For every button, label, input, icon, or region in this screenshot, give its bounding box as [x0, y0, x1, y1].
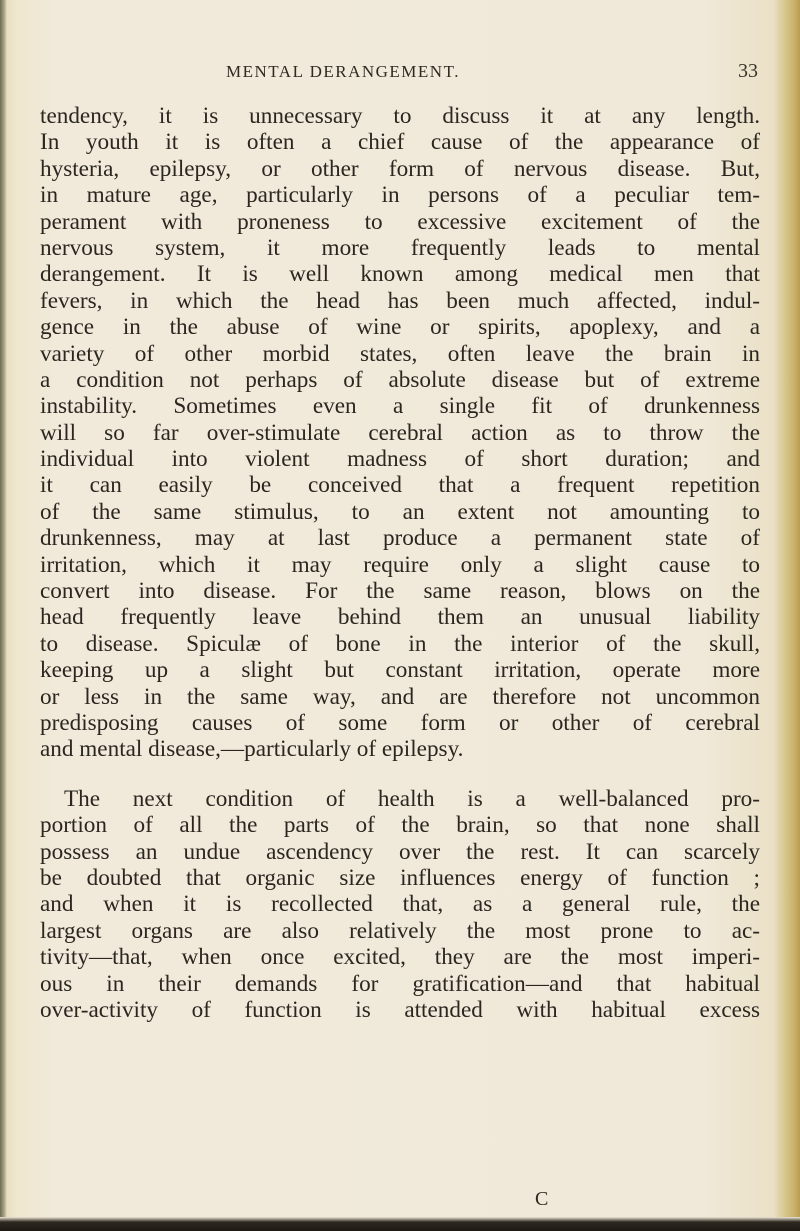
- text-line: possess an undue ascendency over the rest. It can scarcely: [40, 838, 760, 865]
- running-head: [0, 62, 800, 92]
- page-left-edge: [0, 0, 7, 1231]
- text-line: derangement. It is well known among medical men that: [40, 261, 760, 288]
- text-line: to disease. Spiculæ of bone in the interior of the skull,: [40, 630, 760, 657]
- text-line: convert into disease. For the same reason, blows on the: [40, 578, 760, 605]
- text-line: predisposing causes of some form or other of cerebral: [40, 709, 760, 736]
- text-line: fevers, in which the head has been much affected, indul-: [40, 287, 760, 314]
- text-line: individual into violent madness of short duration; and: [40, 446, 760, 473]
- page-number: 33: [738, 60, 758, 82]
- signature-mark: C: [535, 1188, 549, 1210]
- text-line: The next condition of health is a well-balanced pro-: [64, 785, 760, 812]
- text-line: tivity—that, when once excited, they are the most imperi-: [40, 944, 760, 971]
- text-line: be doubted that organic size influences energy of function ;: [40, 864, 760, 891]
- text-line: nervous system, it more frequently leads to mental: [40, 234, 760, 261]
- text-line: and mental disease,—particularly of epilepsy.: [40, 736, 464, 763]
- text-line: a condition not perhaps of absolute disease but of extreme: [40, 366, 760, 393]
- text-line: drunkenness, may at last produce a permanent state of: [40, 525, 760, 552]
- text-line: over-activity of function is attended with habitual excess: [40, 996, 760, 1023]
- running-title: MENTAL DERANGEMENT.: [226, 62, 460, 81]
- text-line: largest organs are also relatively the most prone to ac-: [40, 917, 760, 944]
- text-line: ous in their demands for gratification—and that habitual: [40, 970, 760, 997]
- paragraph-gap: [40, 763, 760, 786]
- text-line: portion of all the parts of the brain, so that none shall: [40, 812, 760, 839]
- text-line: irritation, which it may require only a slight cause to: [40, 551, 760, 578]
- text-line: gence in the abuse of wine or spirits, apoplexy, and a: [40, 314, 760, 341]
- text-line: variety of other morbid states, often leave the brain in: [40, 340, 760, 367]
- paragraph: [40, 786, 760, 1024]
- text-line: keeping up a slight but constant irritation, operate more: [40, 657, 760, 684]
- text-line: and when it is recollected that, as a general rule, the: [40, 891, 760, 918]
- text-line: of the same stimulus, to an extent not amounting to: [40, 498, 760, 525]
- text-line: or less in the same way, and are therefore not uncommon: [40, 683, 760, 710]
- text-line: hysteria, epilepsy, or other form of nervous disease. But,: [40, 155, 760, 182]
- text-line: head frequently leave behind them an unusual liability: [40, 604, 760, 631]
- text-line: perament with proneness to excessive excitement of the: [40, 208, 760, 235]
- page-right-edge: [774, 0, 800, 1231]
- body-text: [40, 103, 760, 1023]
- text-line: it can easily be conceived that a frequent repetition: [40, 472, 760, 499]
- paragraph: [40, 103, 760, 763]
- text-line: will so far over-stimulate cerebral action as to throw the: [40, 419, 760, 446]
- page-bottom-edge: [0, 1217, 800, 1231]
- text-line: tendency, it is unnecessary to discuss it at any length.: [40, 103, 760, 129]
- text-line: In youth it is often a chief cause of the appearance of: [40, 129, 760, 156]
- text-line: in mature age, particularly in persons of a peculiar tem-: [40, 182, 760, 209]
- text-line: instability. Sometimes even a single fit of drunkenness: [40, 393, 760, 420]
